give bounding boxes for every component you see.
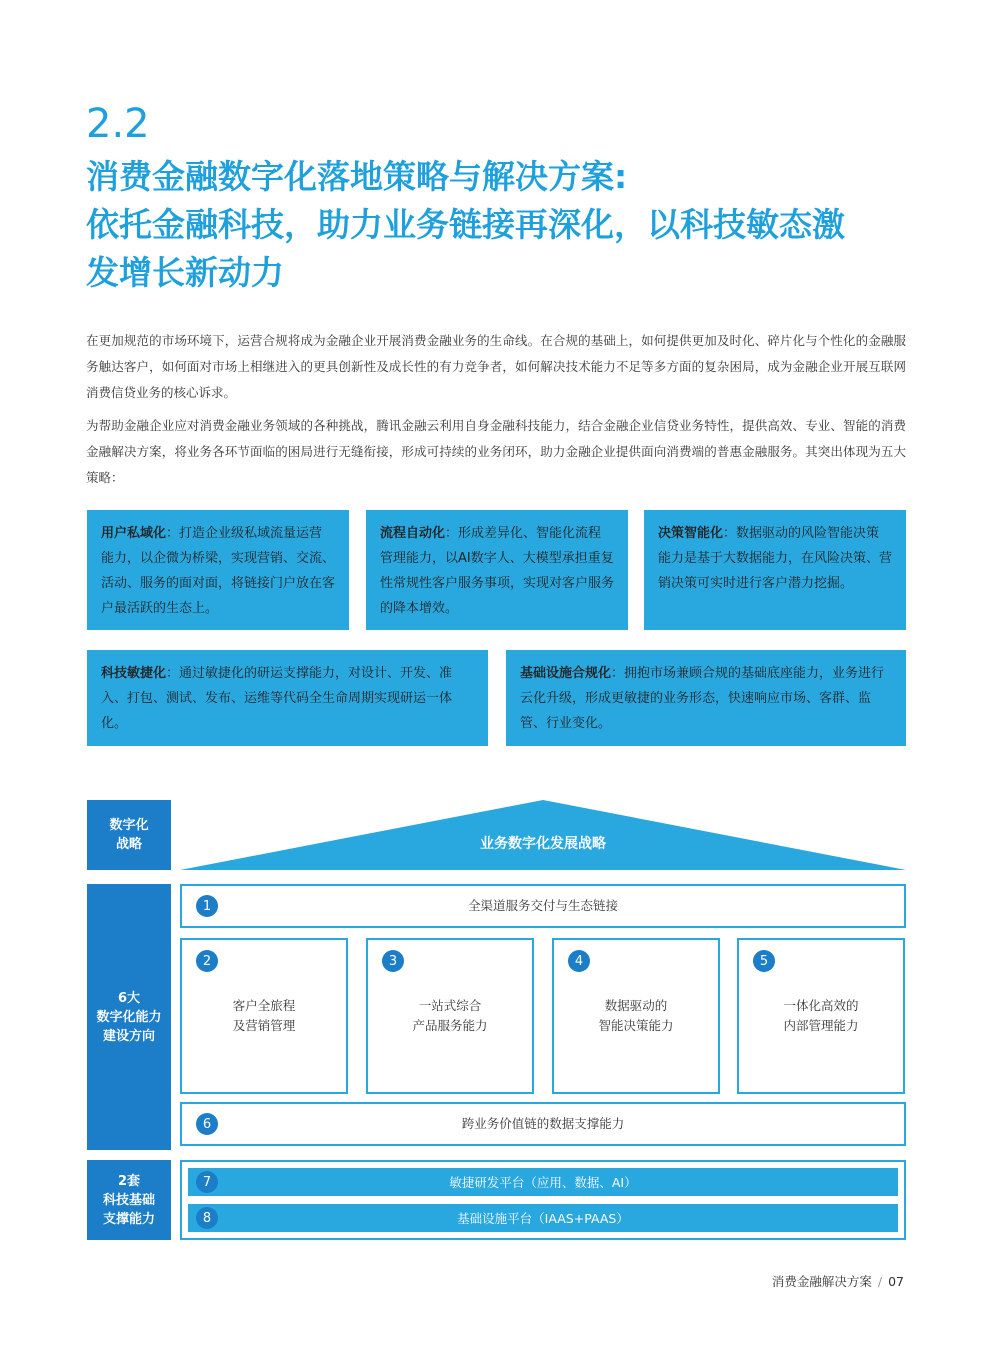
strategy-title: 基础设施合规化	[520, 666, 612, 681]
number-badge: 7	[196, 1171, 218, 1193]
strategy-title: 决策智能化	[658, 526, 724, 541]
platform-label: 基础设施平台（IAAS+PAAS）	[457, 1211, 629, 1226]
number-badge: 4	[568, 950, 590, 972]
direction-box-4	[552, 938, 720, 1094]
direction-label: 一体化高效的 内部管理能力	[783, 998, 859, 1033]
intro-paragraph-2: 为帮助金融企业应对消费金融业务领域的各种挑战，腾讯金融云利用自身金融科技能力，结合金融企业信贷业务特性，提供高效、专业、智能的消费金融解决方案，将业务各环节面临的困局进行无缝衔接，形成可持续的业务闭环，助力金融企业提供面向消费端的普惠金融服务。其突出体现为五大策略：	[86, 418, 906, 485]
strategy-card-tech-agility	[87, 650, 488, 746]
number-badge: 3	[382, 950, 404, 972]
strategy-card-infrastructure-compliance	[506, 650, 906, 746]
platform-bar-7	[188, 1168, 898, 1196]
number-badge: 6	[196, 1113, 218, 1135]
page-footer	[772, 1272, 904, 1290]
section-title-line-2: 依托金融科技，助力业务链接再深化，以科技敏态激	[86, 205, 845, 244]
direction-box-5	[737, 938, 905, 1094]
side-label-six-capabilities	[87, 884, 171, 1150]
strategy-card-intelligent-decision	[644, 510, 906, 630]
side-label-text: 2套 科技基础 支撑能力	[102, 1173, 155, 1227]
number-badge: 1	[196, 895, 218, 917]
direction-label: 数据驱动的 智能决策能力	[598, 998, 674, 1033]
intro-paragraph-1: 在更加规范的市场环境下，运营合规将成为金融企业开展消费金融业务的生命线。在合规的基础上，如何提供更加及时化、碎片化与个性化的金融服务触达客户，如何面对市场上相继进入的更具创新性及成长性的有力竞争者，如何解决技术能力不足等多方面的复杂困局，成为金融企业开展互联网消费信贷业务的核心诉求。	[86, 333, 906, 400]
strategy-title: 用户私域化	[101, 526, 167, 541]
direction-box-3	[366, 938, 534, 1094]
direction-label: 全渠道服务交付与生态链接	[467, 898, 618, 913]
direction-label: 一站式综合 产品服务能力	[412, 998, 488, 1033]
number-badge: 8	[196, 1207, 218, 1229]
strategy-text: ：形成差异化、智能化流程管理能力，以AI数字人、大模型承担重复性常规性客户服务事项，实现对客户服务的降本增效。	[380, 526, 615, 616]
number-badge: 5	[753, 950, 775, 972]
page-number: 07	[888, 1274, 904, 1289]
strategy-title: 业务数字化发展战略	[480, 836, 606, 852]
strategy-text: ：打造企业级私域流量运营能力，以企微为桥梁，实现营销、交流、活动、服务的面对面，将链接门户放在客户最活跃的生态上。	[101, 526, 336, 616]
side-label-digital-strategy	[87, 800, 171, 870]
strategy-text: ：通过敏捷化的研运支撑能力，对设计、开发、准入、打包、测试、发布、运维等代码全生命周期实现研运一体化。	[101, 666, 453, 731]
direction-box-6	[180, 1102, 906, 1146]
strategy-text: ：数据驱动的风险智能决策能力是基于大数据能力，在风险决策、营销决策可实时进行客户潜力挖掘。	[658, 526, 893, 591]
section-number: 2.2	[86, 101, 150, 147]
strategy-card-user-private-domain	[87, 510, 349, 630]
direction-label: 客户全旅程 及营销管理	[232, 998, 296, 1033]
footer-title: 消费金融解决方案	[771, 1274, 872, 1289]
strategy-title: 流程自动化	[380, 526, 446, 541]
platform-label: 敏捷研发平台（应用、数据、AI）	[449, 1175, 637, 1190]
number-badge: 2	[196, 950, 218, 972]
section-title-line-1: 消费金融数字化落地策略与解决方案:	[86, 157, 628, 196]
direction-label: 跨业务价值链的数据支撑能力	[461, 1116, 625, 1131]
strategy-text: ：拥抱市场兼顾合规的基础底座能力，业务进行云化升级，形成更敏捷的业务形态，快速响应市场、客群、监管、行业变化。	[520, 666, 885, 731]
platforms-container	[180, 1160, 906, 1240]
direction-box-1	[180, 884, 906, 928]
section-title-line-3: 发增长新动力	[86, 253, 284, 292]
platform-bar-8	[188, 1204, 898, 1232]
strategy-title: 科技敏捷化	[101, 666, 167, 681]
footer-separator: /	[877, 1274, 883, 1289]
side-label-text: 数字化 战略	[109, 818, 149, 852]
side-label-text: 6大 数字化能力 建设方向	[96, 990, 162, 1044]
strategy-card-process-automation	[366, 510, 628, 630]
side-label-two-platforms	[87, 1160, 171, 1240]
direction-box-2	[180, 938, 348, 1094]
